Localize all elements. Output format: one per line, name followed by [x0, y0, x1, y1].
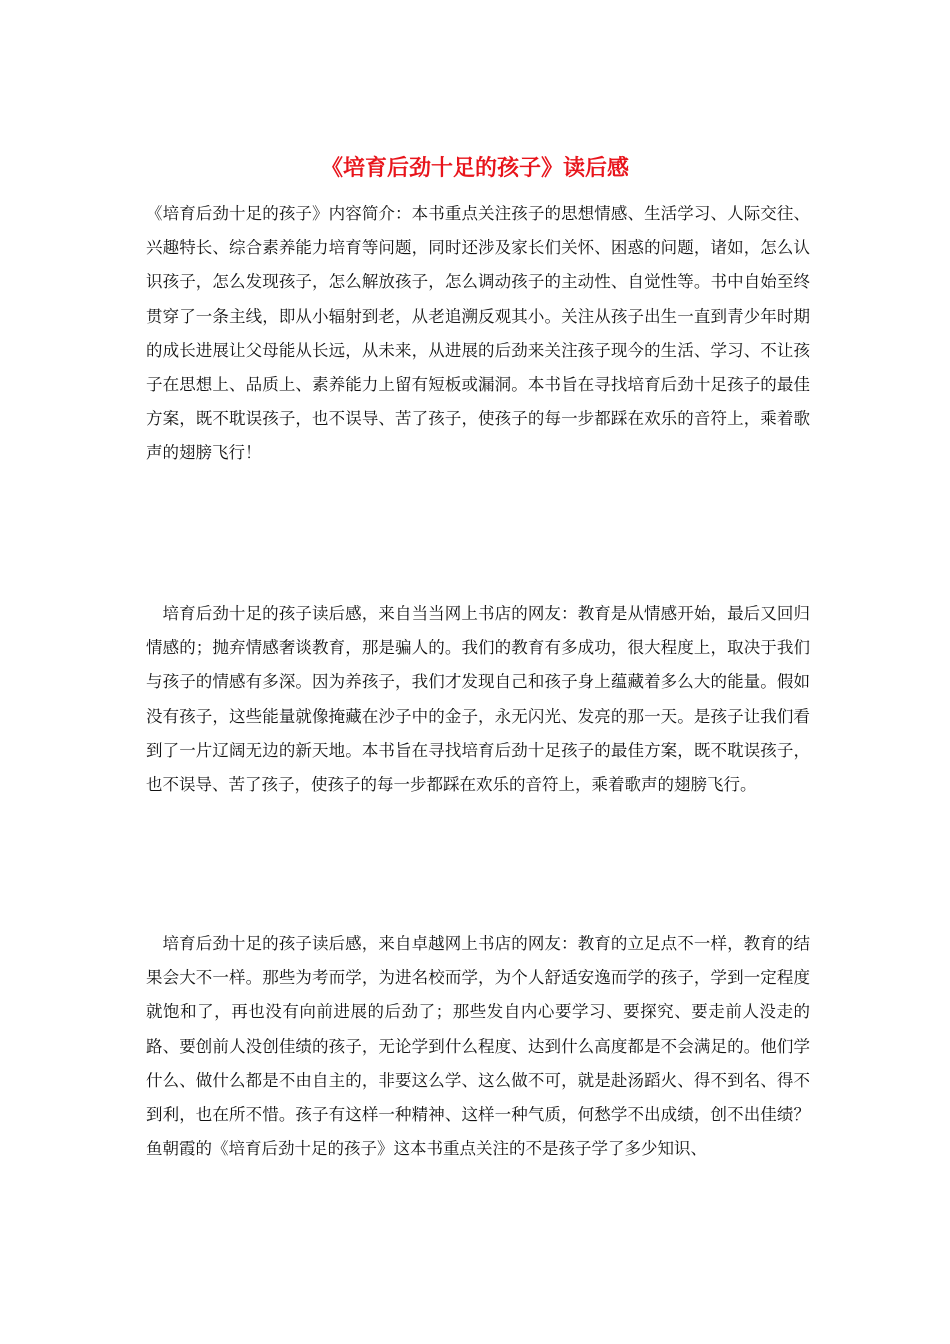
- paragraph-review-dangdang: 培育后劲十足的孩子读后感，来自当当网上书店的网友：教育是从情感开始，最后又回归情感的；抛弃情感奢谈教育，那是骗人的。我们的教育有多成功，很大程度上，取决于我们与孩子的情感有多深。因为养孩子，我们才发现自己和孩子身上蕴藏着多么大的能量。假如没有孩子，这些能量就像掩藏在沙子中的金子，永无闪光、发亮的那一天。是孩子让我们看到了一片辽阔无边的新天地。本书旨在寻找培育后劲十足孩子的最佳方案，既不耽误孩子，也不误导、苦了孩子，使孩子的每一步都踩在欢乐的音符上，乘着歌声的翅膀飞行。: [146, 604, 810, 795]
- paragraph-review-joyo: 培育后劲十足的孩子读后感，来自卓越网上书店的网友：教育的立足点不一样，教育的结果会大不一样。那些为考而学，为进名校而学，为个人舒适安逸而学的孩子，学到一定程度就饱和了，再也没有向前进展的后劲了；那些发自内心要学习、要探究、要走前人没走的路、要创前人没创佳绩的孩子，无论学到什么程度、达到什么高度都是不会满足的。他们学什么、做什么都是不由自主的，非要这么学、这么做不可，就是赴汤蹈火、得不到名、得不到利，也在所不惜。孩子有这样一种精神、这样一种气质，何愁学不出成绩，创不出佳绩？鱼朝霞的《培育后劲十足的孩子》这本书重点关注的不是孩子学了多少知识、: [146, 934, 810, 1159]
- paragraph-intro: 《培育后劲十足的孩子》内容简介：本书重点关注孩子的思想情感、生活学习、人际交往、兴趣特长、综合素养能力培育等问题，同时还涉及家长们关怀、困惑的问题，诸如，怎么认识孩子，怎么发现孩子，怎么解放孩子，怎么调动孩子的主动性、自觉性等。书中自始至终贯穿了一条主线，即从小辐射到老，从老追溯反观其小。关注从孩子出生一直到青少年时期的成长进展让父母能从长远，从未来，从进展的后劲来关注孩子现今的生活、学习、不让孩子在思想上、品质上、素养能力上留有短板或漏洞。本书旨在寻找培育后劲十足孩子的最佳方案，既不耽误孩子，也不误导、苦了孩子，使孩子的每一步都踩在欢乐的音符上，乘着歌声的翅膀飞行！: [146, 204, 810, 463]
- document-title: 《培育后劲十足的孩子》读后感: [320, 155, 629, 181]
